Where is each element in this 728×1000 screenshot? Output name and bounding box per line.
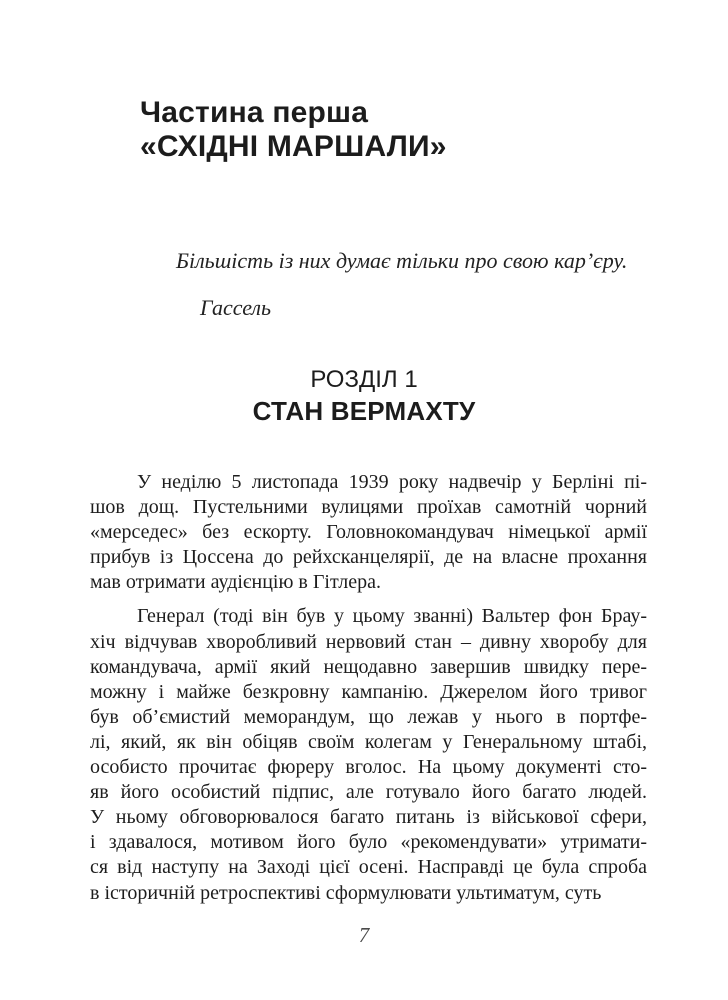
part-title-line2: «СХІДНІ МАРШАЛИ» (140, 130, 447, 163)
body-line: прибув із Цоссена до рейхсканцелярії, де на власне прохання (90, 546, 647, 569)
body-line: був об’ємистий меморандум, що лежав у нього в портфе- (90, 705, 647, 728)
paragraph (90, 470, 647, 595)
part-title (140, 96, 447, 164)
body-line: хіч відчував хворобливий нервовий стан – дивну хворобу для (90, 630, 647, 653)
body-line: можну і майже безкровну кампанію. Джерелом його тривог (90, 680, 647, 703)
page-number: 7 (358, 923, 370, 947)
body-line: У ньому обговорювалося багато питань із військової сфери, (90, 806, 647, 829)
chapter-number: РОЗДІЛ 1 (310, 366, 418, 393)
body-line: командувача, армії який нещодавно завершив швидку пере- (90, 655, 647, 678)
epigraph-attribution: Гассель (200, 295, 272, 320)
chapter-title: СТАН ВЕРМАХТУ (252, 396, 476, 426)
body-line: ся від наступу на Заході цієї осені. Насправді це була спроба (90, 856, 647, 879)
body-line: шов дощ. Пустельними вулицями проїхав самотній чорний (90, 496, 647, 519)
body-line: лі, який, як він обіцяв своїм колегам у Генеральному штабі, (90, 730, 647, 753)
body-line: в історичній ретроспективі сформулювати ультиматум, суть (90, 881, 602, 904)
body-line: «мерседес» без ескорту. Головнокомандувач німецької армії (90, 521, 647, 544)
epigraph-text: Більшість із них думає тільки про свою кар’єру. (176, 248, 628, 273)
body-text (90, 470, 647, 906)
body-line: особисто прочитає фюреру вголос. На цьому документі сто- (90, 756, 647, 779)
paragraph (90, 604, 647, 905)
body-line: і здавалося, мотивом його було «рекомендувати» утримати- (90, 831, 647, 854)
body-line: У неділю 5 листопада 1939 року надвечір у Берліні пі- (137, 471, 647, 493)
part-title-line1: Частина перша (140, 96, 369, 129)
body-line: мав отримати аудієнцію в Гітлера. (90, 571, 381, 594)
body-line: яв його особистий підпис, але готувало його багато людей. (90, 781, 647, 804)
body-line: Генерал (тоді він був у цьому званні) Вальтер фон Брау- (137, 605, 647, 628)
